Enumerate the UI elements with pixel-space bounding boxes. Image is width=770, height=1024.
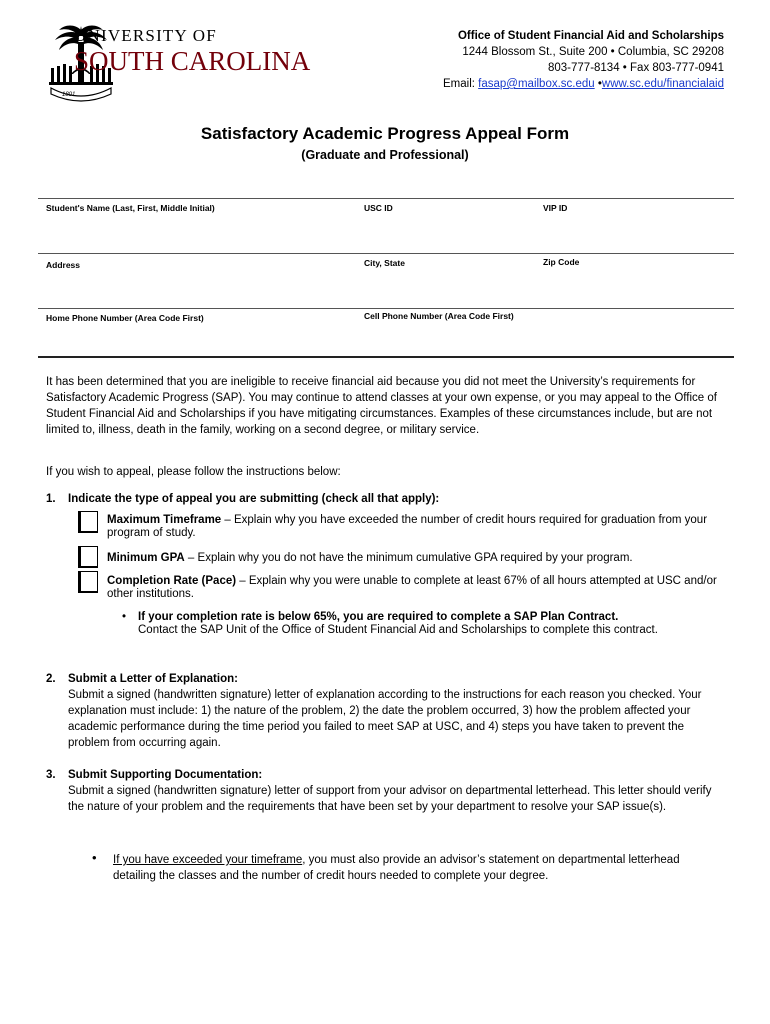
office-email-line: Email: fasap@mailbox.sc.edu •www.sc.edu/financialaid (443, 78, 724, 90)
max-timeframe-option: Maximum Timeframe – Explain why you have exceeded the number of credit hours required for graduation from your program of study. (107, 514, 708, 539)
timeframe-advisor-note: If you have exceeded your timeframe, you must also provide an advisor’s statement on departmental letterhead detailing the classes and the number of credit hours needed to complete your degree. (113, 854, 680, 882)
cell-phone-label: Cell Phone Number (Area Code First) (364, 311, 514, 321)
section-3: 3. Submit Supporting Documentation: Submit a signed (handwritten signature) letter of support from your advisor on departmental letterhead. This letter should verify the nature of your problem and the requirements that have been set by your department to resolve your SAP issue(s). (46, 767, 726, 815)
student-name-label: Student's Name (Last, First, Middle Initial) (46, 203, 215, 213)
office-phones: 803-777-8134 • Fax 803-777-0941 (547, 62, 724, 74)
office-name: Office of Student Financial Aid and Scholarships (457, 30, 724, 42)
city-state-label: City, State (364, 258, 405, 268)
instructions-lead: If you wish to appeal, please follow the instructions below: (46, 466, 341, 478)
completion-rate-checkbox[interactable] (78, 571, 98, 593)
form-bottom-divider (38, 356, 734, 358)
office-contact-block (443, 28, 724, 92)
sap-plan-contract-note: If your completion rate is below 65%, you are required to complete a SAP Plan Contract. Contact the SAP Unit of the Office of Student Financial Aid and Scholarships to complete this contract. (138, 611, 658, 636)
max-timeframe-checkbox[interactable] (78, 511, 98, 533)
completion-rate-option: Completion Rate (Pace) – Explain why you were unable to complete at least 67% of all hours attempted at USC and/or other institutions. (107, 575, 717, 600)
form-divider (38, 253, 734, 254)
min-gpa-checkbox[interactable] (78, 546, 98, 568)
logo-university-of: UNIVERSITY OF (74, 26, 217, 45)
section-2-text: Submit a signed (handwritten signature) letter of explanation according to the instructions for each reason you checked. Your explanation must include: 1) the nature of the problem, 2) the date the problem occurred, 3) how the problem affected your academic performance during the time period you failed to meet SAP at USC, and 4) steps you have taken to prevent the problem from occurring again. (68, 689, 702, 749)
form-title: Satisfactory Academic Progress Appeal Form (200, 124, 570, 143)
min-gpa-option: Minimum GPA – Explain why you do not have the minimum cumulative GPA required by your program. (107, 552, 633, 564)
bullet-dot: • (92, 850, 97, 865)
office-address: 1244 Blossom St., Suite 200 • Columbia, SC 29208 (462, 46, 724, 58)
usc-id-label: USC ID (364, 203, 393, 213)
form-subtitle: (Graduate and Professional) (301, 148, 469, 162)
vip-id-label: VIP ID (543, 203, 568, 213)
logo-seal-year: 1801 (62, 92, 76, 98)
zip-code-label: Zip Code (543, 257, 580, 267)
form-divider (38, 308, 734, 309)
logo-south-carolina: SOUTH CAROLINA (74, 46, 311, 76)
home-phone-label: Home Phone Number (Area Code First) (46, 313, 204, 323)
section-1-heading: 1. Indicate the type of appeal you are submitting (check all that apply): (46, 493, 440, 505)
intro-paragraph: It has been determined that you are ineligible to receive financial aid because you did not meet the University’s requirements for Satisfactory Academic Progress (SAP). You may continue to attend classes at your own expense, or you may appeal to the Office of Student Financial Aid and Scholarships if you have mitigating circumstances. Examples of these circumstances include, but are not limited to, illness, death in the family, working on a second degree, or military service. (46, 376, 717, 436)
bullet-dot: • (122, 611, 127, 623)
email-link[interactable]: fasap@mailbox.sc.edu (478, 78, 595, 90)
section-3-text: Submit a signed (handwritten signature) letter of support from your advisor on departmental letterhead. This letter should verify the nature of your problem and the requirements that have been set by your department to resolve your SAP issue(s). (68, 785, 712, 813)
form-divider (38, 198, 734, 199)
address-label: Address (46, 260, 81, 270)
website-link[interactable]: www.sc.edu/financialaid (601, 78, 724, 90)
section-2: 2. Submit a Letter of Explanation: Submit a signed (handwritten signature) letter of explanation according to the instructions for each reason you checked. Your explanation must include: 1) the nature of the problem, 2) the date the problem occurred, 3) how the problem affected your academic performance during the time period you failed to meet SAP at USC, and 4) steps you have taken to prevent the problem from occurring again. (46, 671, 726, 751)
